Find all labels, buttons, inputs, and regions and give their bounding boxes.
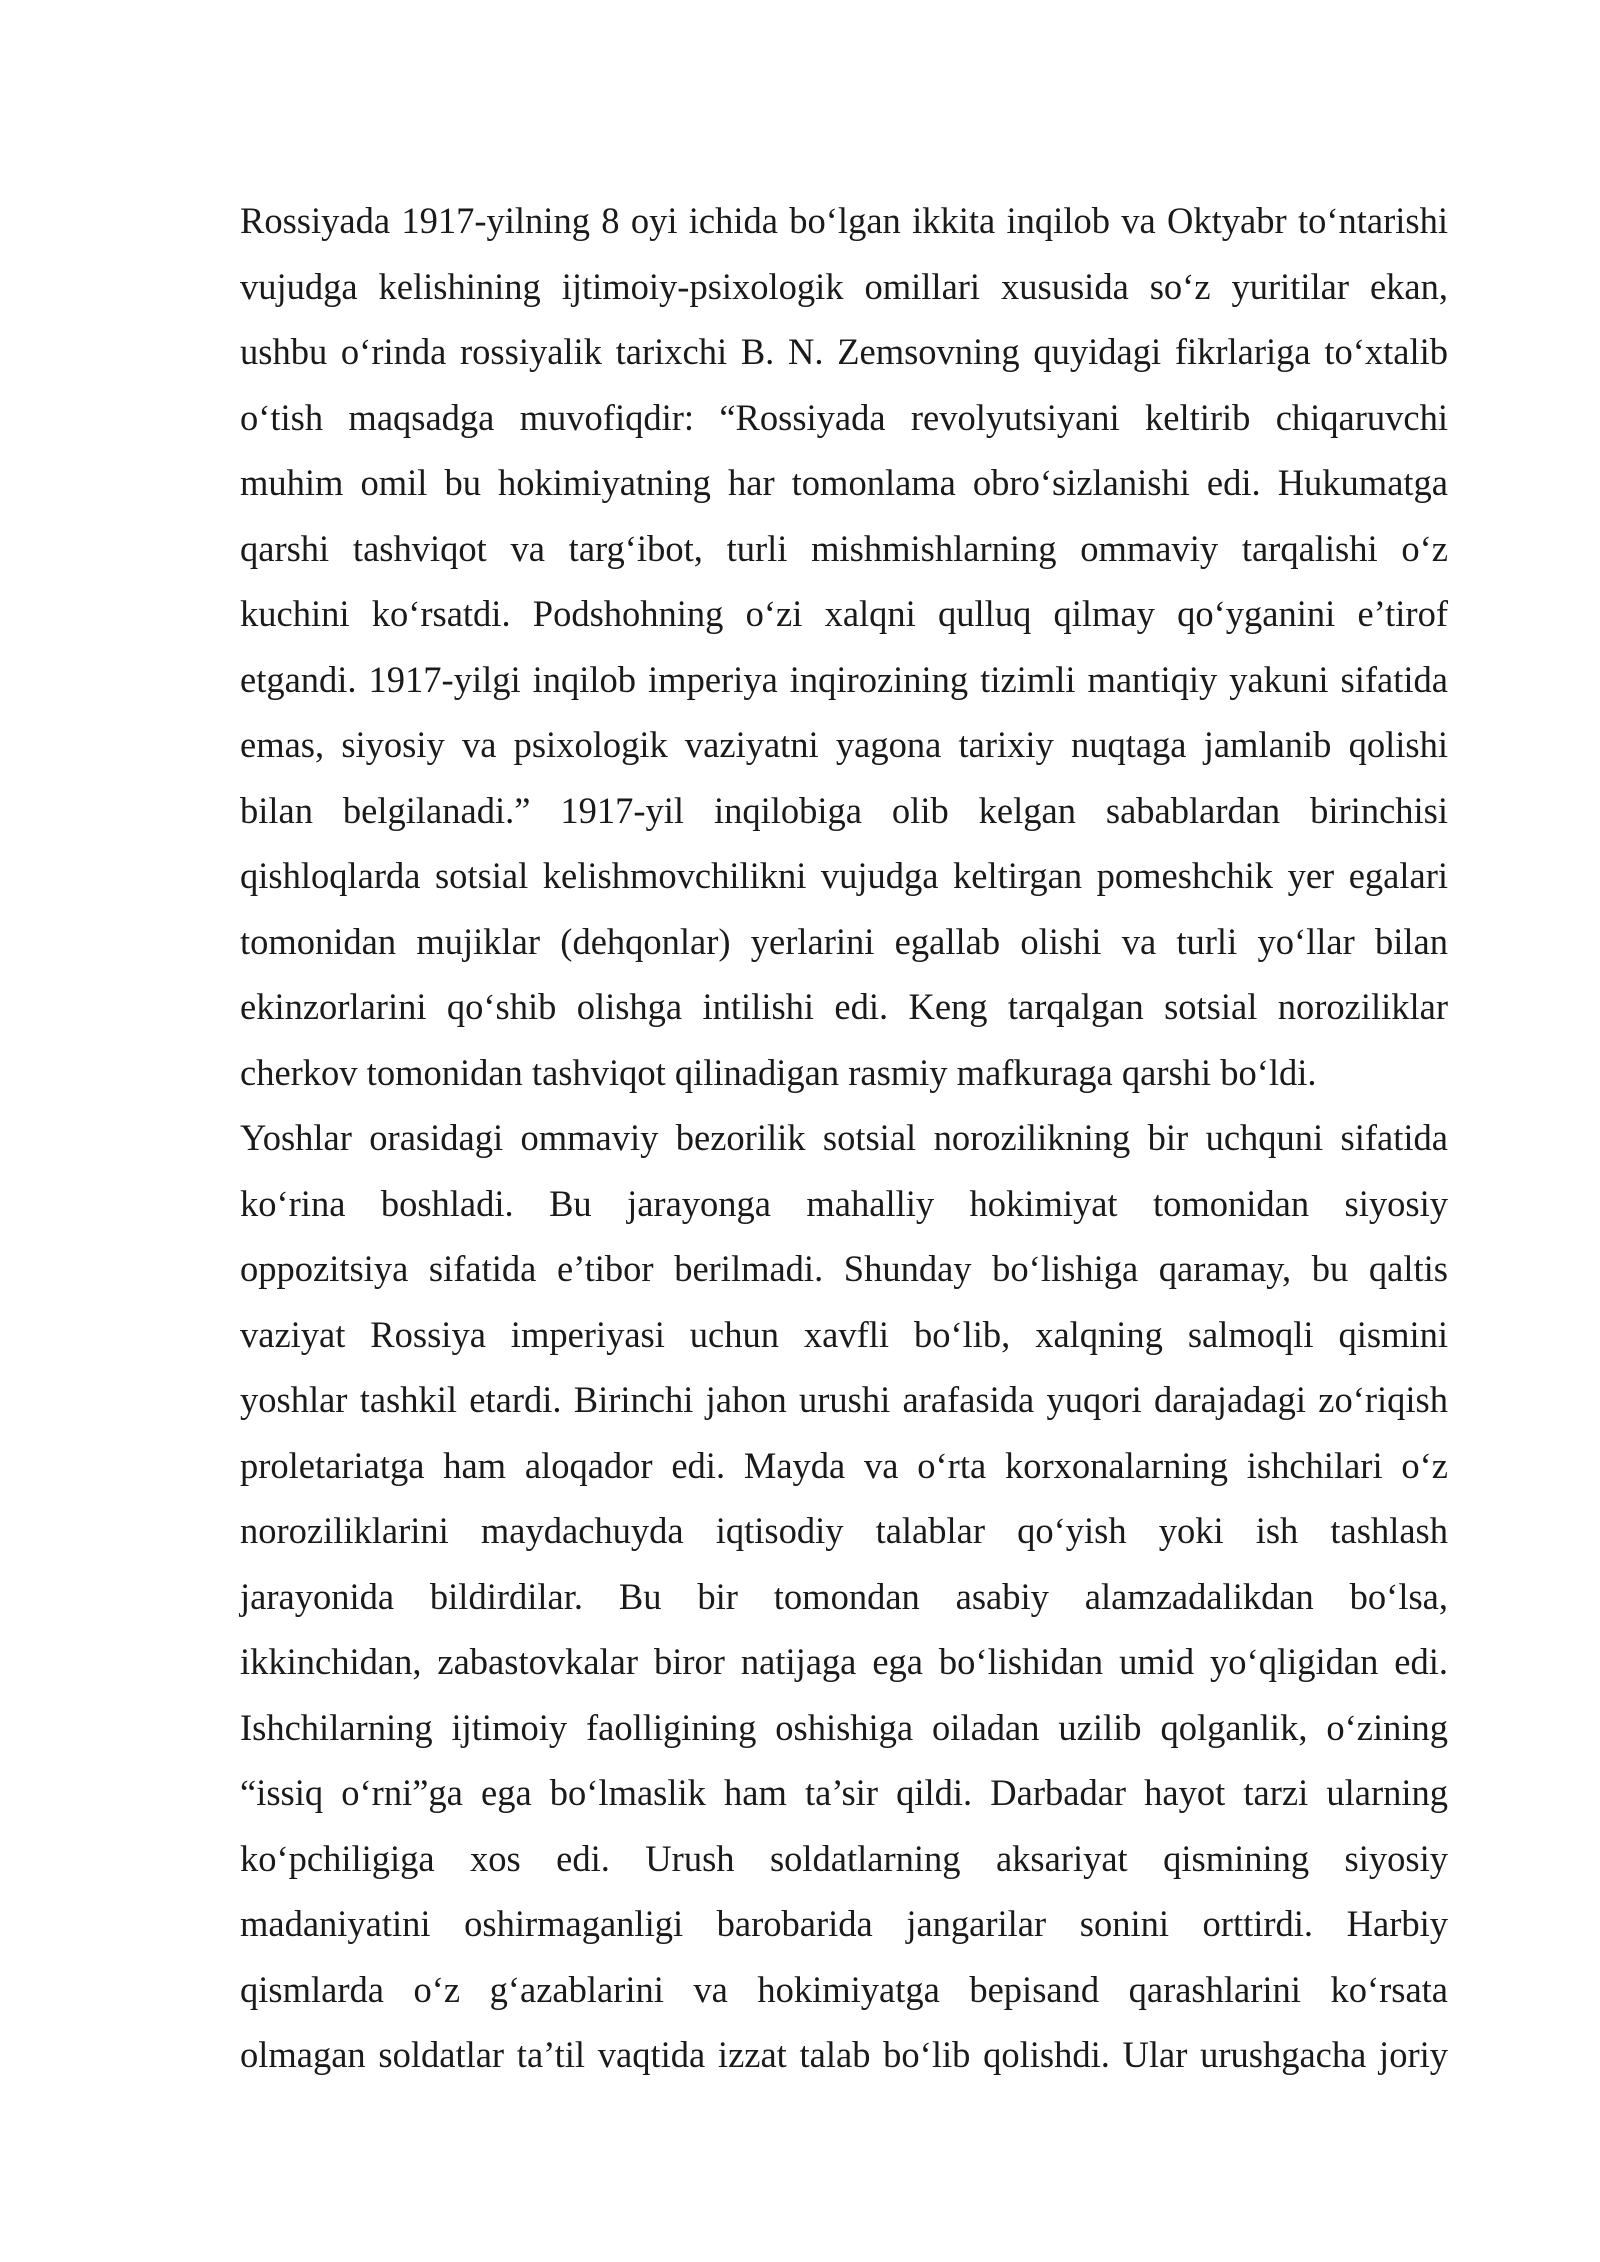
- text-line: vujudga kelishining ijtimoiy-psixologik omillari xususida so‘z yuritilar ekan,: [240, 265, 1448, 307]
- text-line: cherkov tomonidan tashviqot qilinadigan rasmiy mafkuraga qarshi bo‘ldi.: [240, 1051, 1317, 1093]
- text-line: muhim omil bu hokimiyatning har tomonlama obro‘sizlanishi edi. Hukumatga: [240, 462, 1448, 503]
- text-line: proletariatga ham aloqador edi. Mayda va o‘rta korxonalarning ishchilari o‘z: [240, 1444, 1448, 1486]
- text-line: o‘tish maqsadga muvofiqdir: “Rossiyada revolyutsiyani keltirib chiqaruvchi: [240, 396, 1448, 438]
- body-text: [240, 188, 1448, 2088]
- text-line: etgandi. 1917-yilgi inqilob imperiya inqirozining tizimli mantiqiy yakuni sifatida: [240, 658, 1448, 700]
- text-line: ikkinchidan, zabastovkalar biror natijaga ega bo‘lishidan umid yo‘qligidan edi.: [240, 1641, 1448, 1682]
- text-line: qishloqlarda sotsial kelishmovchilikni vujudga keltirgan pomeshchik yer egalari: [240, 855, 1448, 896]
- text-line: emas, siyosiy va psixologik vaziyatni yagona tarixiy nuqtaga jamlanib qolishi: [240, 724, 1448, 765]
- text-line: ushbu o‘rinda rossiyalik tarixchi B. N. Zemsovning quyidagi fikrlariga to‘xtalib: [240, 331, 1448, 372]
- text-line: kuchini ko‘rsatdi. Podshohning o‘zi xalqni qulluq qilmay qo‘yganini e’tirof: [240, 593, 1448, 634]
- text-line: Ishchilarning ijtimoiy faolligining oshishiga oiladan uzilib qolganlik, o‘zining: [240, 1706, 1448, 1748]
- text-line: oppozitsiya sifatida e’tibor berilmadi. Shunday bo‘lishiga qaramay, bu qaltis: [240, 1248, 1448, 1289]
- text-line: ko‘pchiligiga xos edi. Urush soldatlarning aksariyat qismining siyosiy: [240, 1837, 1448, 1879]
- text-line: “issiq o‘rni”ga ega bo‘lmaslik ham ta’sir qildi. Darbadar hayot tarzi ularning: [240, 1772, 1448, 1813]
- text-line: Rossiyada 1917-yilning 8 oyi ichida bo‘lgan ikkita inqilob va Oktyabr to‘ntarishi: [240, 200, 1448, 241]
- text-line: tomonidan mujiklar (dehqonlar) yerlarini egallab olishi va turli yo‘llar bilan: [240, 920, 1448, 962]
- text-line: vaziyat Rossiya imperiyasi uchun xavfli bo‘lib, xalqning salmoqli qismini: [240, 1313, 1448, 1355]
- text-line: qarshi tashviqot va targ‘ibot, turli mishmishlarning ommaviy tarqalishi o‘z: [240, 527, 1448, 569]
- text-line: jarayonida bildirdilar. Bu bir tomondan asabiy alamzadalikdan bo‘lsa,: [240, 1575, 1448, 1617]
- text-line: ekinzorlarini qo‘shib olishga intilishi edi. Keng tarqalgan sotsial noroziliklar: [240, 986, 1448, 1027]
- text-line: noroziliklarini maydachuyda iqtisodiy talablar qo‘yish yoki ish tashlash: [240, 1510, 1448, 1551]
- text-line: yoshlar tashkil etardi. Birinchi jahon urushi arafasida yuqori darajadagi zo‘riqish: [240, 1379, 1448, 1420]
- text-line: Yoshlar orasidagi ommaviy bezorilik sotsial norozilikning bir uchquni sifatida: [240, 1117, 1448, 1158]
- text-line: qismlarda o‘z g‘azablarini va hokimiyatga bepisand qarashlarini ko‘rsata: [240, 1968, 1448, 2010]
- text-line: olmagan soldatlar ta’til vaqtida izzat talab bo‘lib qolishdi. Ular urushgacha joriy: [240, 2034, 1448, 2075]
- text-line: ko‘rina boshladi. Bu jarayonga mahalliy hokimiyat tomonidan siyosiy: [240, 1182, 1448, 1224]
- text-line: madaniyatini oshirmaganligi barobarida jangarilar sonini orttirdi. Harbiy: [240, 1903, 1448, 1944]
- text-line: bilan belgilanadi.” 1917-yil inqilobiga olib kelgan sabablardan birinchisi: [240, 789, 1448, 831]
